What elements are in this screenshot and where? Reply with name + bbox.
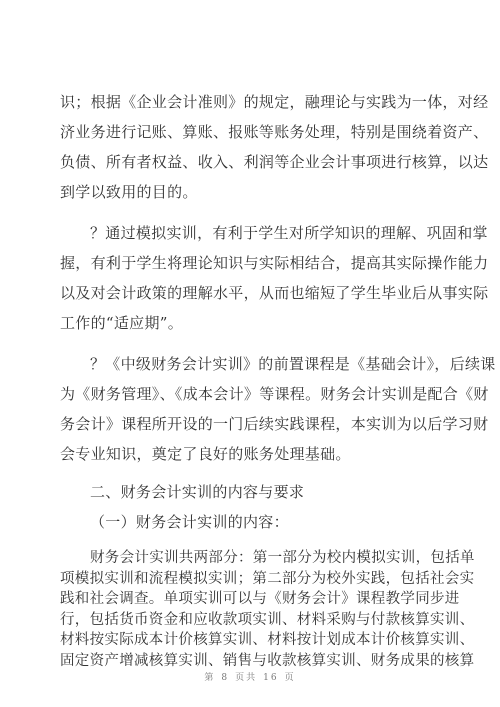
paragraph-line: 践和社会调查。单项实训可以与《财务会计》课程教学同步进 [60,591,460,607]
paragraph-line: 财务会计实训共两部分：第一部分为校内模拟实训，包括单 [90,550,475,566]
paragraph-line: 工作的“适应期”。 [60,314,184,332]
paragraph-line: 材料按实际成本计价核算实训、材料按计划成本计价核算实训、 [60,632,475,648]
page-number: 8 [221,673,230,683]
paragraph-line: 识；根据《企业会计准则》的规定，融理论与实践为一体，对经 [60,93,489,111]
paragraph-line: 济业务进行记账、算账、报账等账务处理，特别是围绕着资产、 [60,123,489,141]
paragraph-line: 握，有利于学生将理论知识与实际相结合，提高其实际操作能力 [60,254,489,272]
paragraph-line: 以及对会计政策的理解水平，从而也缩短了学生毕业后从事实际 [60,284,489,302]
paragraph-line: 会专业知识，奠定了良好的账务处理基础。 [60,445,351,463]
section-heading: 二、财务会计实训的内容与要求 [90,483,305,501]
page-footer [0,670,500,683]
paragraph-line: 负债、所有者权益、收入、利润等企业会计事项进行核算，以达 [60,153,489,171]
subsection-heading: （一）财务会计实训的内容： [90,513,289,531]
paragraph-line: 项模拟实训和流程模拟实训；第二部分为校外实践，包括社会实 [60,570,475,587]
footer-mid: 页共 [235,673,258,683]
paragraph-line: ？通过模拟实训，有利于学生对所学知识的理解、巩固和掌 [90,224,488,242]
total-pages: 16 [263,673,279,683]
paragraph-line: ？《中级财务会计实训》的前置课程是《基础会计》，后续课 [90,355,496,373]
paragraph-line: 到学以致用的目的。 [60,183,198,201]
paragraph-line: 为《财务管理》、《成本会计》等课程。财务会计实训是配合《财 [60,385,489,403]
footer-suffix: 页 [284,673,296,683]
paragraph-line: 固定资产增减核算实训、销售与收款核算实训、财务成果的核算 [60,652,475,669]
footer-prefix: 第 [204,673,216,683]
paragraph-line: 务会计》课程所开设的一门后续实践课程，本实训为以后学习财 [60,415,489,433]
paragraph-line: 行，包括货币资金和应收款项实训、材料采购与付款核算实训、 [60,611,475,628]
